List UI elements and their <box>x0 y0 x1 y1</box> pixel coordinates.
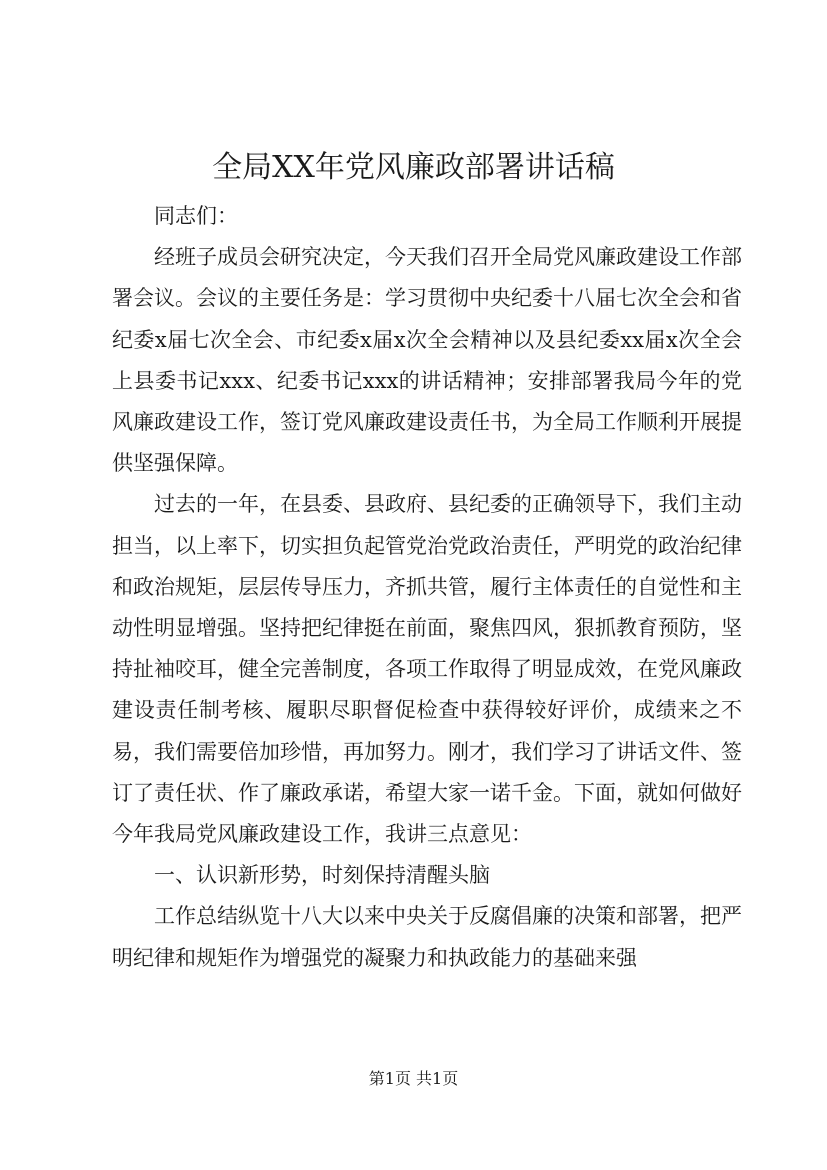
page-number-label: 第1页 共1页 <box>368 1069 459 1088</box>
page-footer <box>0 1069 827 1089</box>
document-body <box>112 196 742 979</box>
section-1-paragraph: 工作总结纵览十八大以来中央关于反腐倡廉的决策和部署，把严明纪律和规矩作为增强党的凝聚力和执政能力的基础来强 <box>112 904 742 970</box>
section-heading-1: 一、认识新形势，时刻保持清醒头脑 <box>154 863 490 888</box>
review-paragraph: 过去的一年，在县委、县政府、县纪委的正确领导下，我们主动担当，以上率下，切实担负起管党治党政治责任，严明党的政治纪律和政治规矩，层层传导压力，齐抓共管，履行主体责任的自觉性和主动性明显增强。坚持把纪律挺在前面，聚焦四风，狠抓教育预防，坚持扯袖咬耳，健全完善制度，各项工作取得了明显成效，在党风廉政建设责任制考核、履职尽职督促检查中获得较好评价，成绩来之不易，我们需要倍加珍惜，再加努力。刚才，我们学习了讲话文件、签订了责任状、作了廉政承诺，希望大家一诺千金。下面，就如何做好今年我局党风廉政建设工作，我讲三点意见： <box>112 492 742 847</box>
intro-paragraph: 经班子成员会研究决定，今天我们召开全局党风廉政建设工作部署会议。会议的主要任务是：学习贯彻中央纪委十八届七次全会和省纪委x届七次全会、市纪委x届x次全会精神以及县纪委xx届x次全会上县委书记xxx、纪委书记xxx的讲话精神；安排部署我局今年的党风廉政建设工作，签订党风廉政建设责任书，为全局工作顺利开展提供坚强保障。 <box>112 245 742 476</box>
document-title: 全局XX年党风廉政部署讲话稿 <box>212 150 615 185</box>
salutation-paragraph: 同志们： <box>154 204 238 228</box>
